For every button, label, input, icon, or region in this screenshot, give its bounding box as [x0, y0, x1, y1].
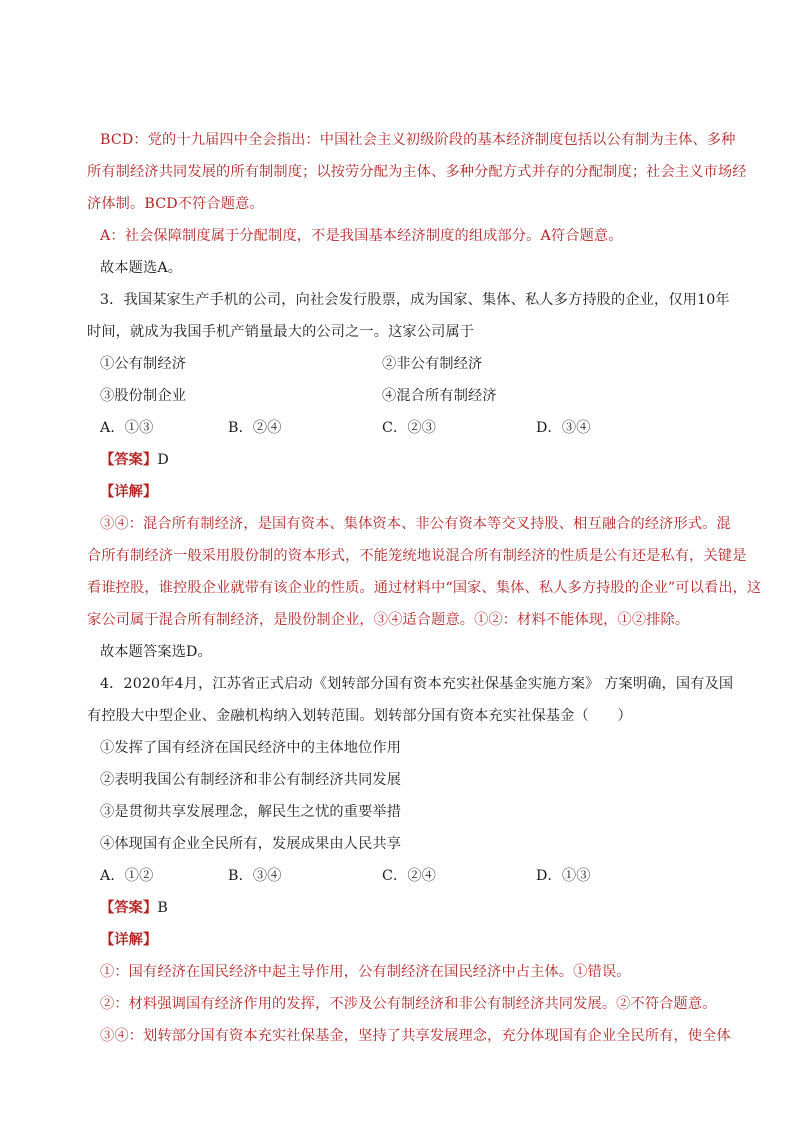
question-3-stem: 时间，就成为我国手机产销量最大的公司之一。这家公司属于 [87, 324, 475, 340]
choice-d: D．③④ [536, 420, 591, 436]
option-item: ④混合所有制经济 [382, 388, 497, 404]
explanation-line: 所有制经济共同发展的所有制制度；以按劳分配为主体、多种分配方式并存的分配制度；社会主义市场经 [87, 164, 747, 180]
option-item: ①公有制经济 [100, 356, 187, 372]
option-item: ①发挥了国有经济在国民经济中的主体地位作用 [100, 740, 402, 756]
choice-b: B．②④ [228, 420, 282, 436]
explanation-line: 家公司属于混合所有制经济，是股份制企业，③④适合题意。①②：材料不能体现，①②排除。 [87, 612, 690, 628]
answer-label: 【答案】 [100, 900, 158, 916]
explanation-line: 济体制。BCD不符合题意。 [87, 196, 264, 212]
explanation-line: A：社会保障制度属于分配制度，不是我国基本经济制度的组成部分。A符合题意。 [100, 228, 623, 244]
option-item: ②非公有制经济 [382, 356, 483, 372]
answer-value: D [157, 452, 169, 468]
question-4-stem: 有控股大中型企业、金融机构纳入划转范围。划转部分国有资本充实社保基金（ ） [87, 708, 632, 724]
option-item: ③是贯彻共享发展理念，解民生之忧的重要举措 [100, 804, 402, 820]
detail-heading: 【详解】 [100, 484, 158, 500]
explanation-line: 看谁控股，谁控股企业就带有该企业的性质。通过材料中“国家、集体、私人多方持股的企业”可以看出，这 [87, 580, 762, 596]
explanation-line: ②：材料强调国有经济作用的发挥，不涉及公有制经济和非公有制经济共同发展。②不符合题意。 [100, 996, 717, 1012]
answer-label: 【答案】 [100, 452, 158, 468]
explanation-line: ①：国有经济在国民经济中起主导作用，公有制经济在国民经济中占主体。①错误。 [100, 964, 631, 980]
answer-value: B [157, 900, 168, 916]
option-item: ③股份制企业 [100, 388, 187, 404]
explanation-line: BCD：党的十九届四中全会指出：中国社会主义初级阶段的基本经济制度包括以公有制为主体、多种 [100, 132, 736, 148]
option-item: ②表明我国公有制经济和非公有制经济共同发展 [100, 772, 402, 788]
choice-a: A．①③ [100, 420, 154, 436]
choice-a: A．①② [100, 868, 154, 884]
conclusion-line: 故本题答案选D。 [100, 644, 212, 660]
choice-c: C．②④ [382, 868, 437, 884]
question-3-options-row-2 [100, 386, 700, 406]
detail-heading: 【详解】 [100, 932, 158, 948]
explanation-line: 合所有制经济一般采用股份制的资本形式，不能笼统地说混合所有制经济的性质是公有还是私有，关键是 [87, 548, 747, 564]
explanation-line: ③④：划转部分国有资本充实社保基金，坚持了共享发展理念，充分体现国有企业全民所有，使全体 [100, 1028, 731, 1044]
conclusion-line: 故本题选A。 [100, 260, 183, 276]
choice-d: D．①③ [536, 868, 591, 884]
explanation-line: ③④：混合所有制经济，是国有资本、集体资本、非公有资本等交叉持股、相互融合的经济形式。混 [100, 516, 731, 532]
choice-c: C．②③ [382, 420, 437, 436]
answer-line [100, 450, 169, 470]
question-3-options-row-1 [100, 354, 700, 374]
option-item: ④体现国有企业全民所有，发展成果由人民共享 [100, 836, 402, 852]
question-3-stem: 3．我国某家生产手机的公司，向社会发行股票，成为国家、集体、私人多方持股的企业，仅用10年 [100, 292, 730, 308]
question-4-stem: 4．2020年4月，江苏省正式启动《划转部分国有资本充实社保基金实施方案》 方案明确，国有及国 [100, 676, 734, 692]
answer-line [100, 898, 168, 918]
choice-b: B．③④ [228, 868, 282, 884]
